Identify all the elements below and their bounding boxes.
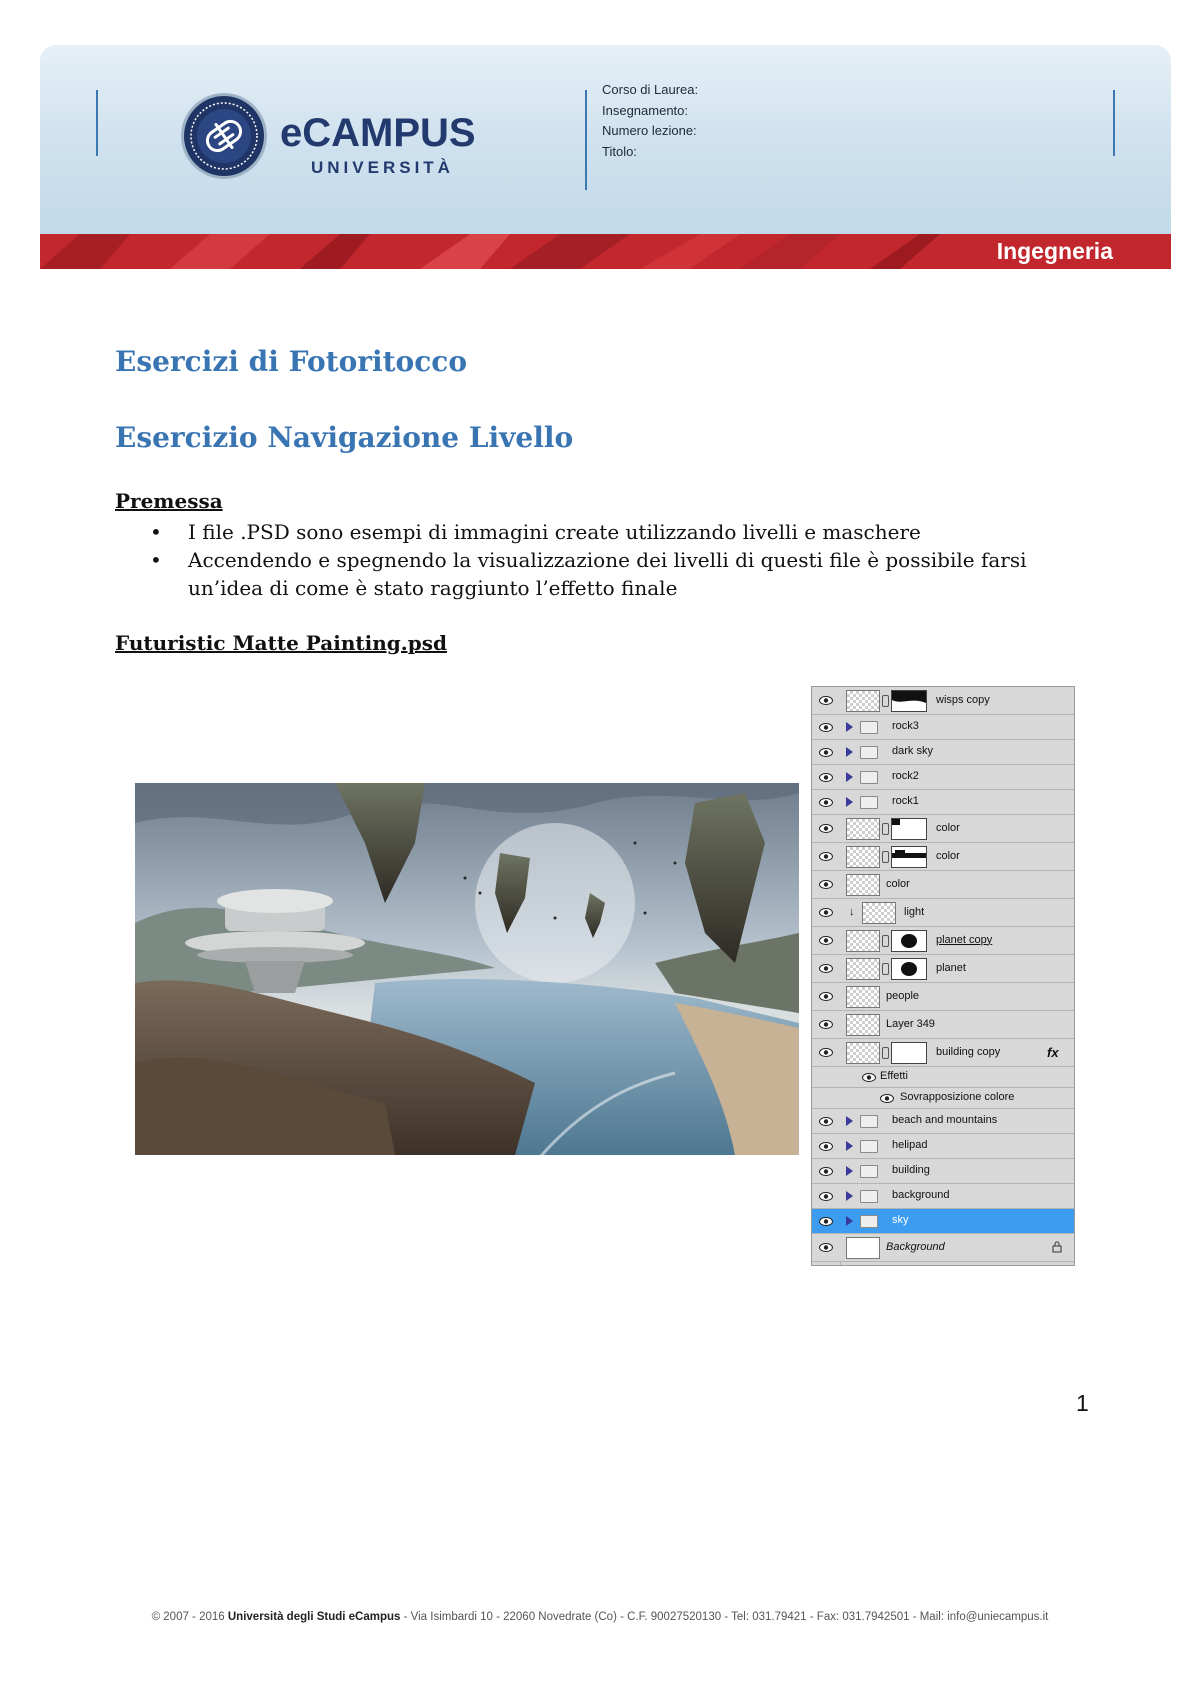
- layer-row[interactable]: [812, 927, 1074, 955]
- layer-name: rock3: [892, 720, 919, 732]
- expand-triangle-icon[interactable]: [846, 747, 853, 757]
- header-divider-middle: [585, 90, 587, 190]
- brand-subtitle: UNIVERSITÀ: [311, 158, 454, 177]
- file-heading: Futuristic Matte Painting.psd: [115, 631, 447, 655]
- layer-mask-thumbnail: [891, 958, 927, 980]
- expand-triangle-icon[interactable]: [846, 1141, 853, 1151]
- layer-row[interactable]: [812, 1088, 1074, 1109]
- layer-thumbnail: [846, 958, 880, 980]
- list-item-text: Accendendo e spegnendo la visualizzazione dei livelli di questi file è possibile farsi un’idea di come è stato raggiunto l’effetto finale: [188, 548, 1027, 600]
- layer-row[interactable]: [812, 983, 1074, 1011]
- expand-triangle-icon[interactable]: [846, 1116, 853, 1126]
- photoshop-layers-panel: [811, 686, 1075, 1266]
- layer-row[interactable]: [812, 1134, 1074, 1159]
- layer-thumbnail: [846, 690, 880, 712]
- eye-visibility-icon[interactable]: [819, 1243, 833, 1252]
- layer-name: Effetti: [880, 1070, 908, 1082]
- layer-thumbnail: [846, 1042, 880, 1064]
- layer-row[interactable]: [812, 871, 1074, 899]
- folder-icon: [860, 1165, 878, 1178]
- eye-visibility-icon[interactable]: [819, 936, 833, 945]
- bullet-icon: •: [150, 520, 162, 544]
- page-number: 1: [1076, 1390, 1089, 1416]
- layer-thumbnail: [846, 818, 880, 840]
- layer-name: rock1: [892, 795, 919, 807]
- eye-visibility-icon[interactable]: [819, 1142, 833, 1151]
- link-chain-icon: [882, 935, 889, 947]
- faculty-label: Ingegneria: [996, 238, 1113, 264]
- expand-triangle-icon[interactable]: [846, 1166, 853, 1176]
- layer-name: Sovrapposizione colore: [900, 1091, 1015, 1103]
- document-header: [40, 45, 1171, 269]
- layer-name: rock2: [892, 770, 919, 782]
- eye-visibility-icon[interactable]: [819, 1217, 833, 1226]
- exercise-title: Esercizio Navigazione Livello: [115, 421, 574, 454]
- lesson-label: Numero lezione:: [602, 123, 697, 138]
- layer-name: building copy: [936, 1045, 1001, 1058]
- layer-mask-thumbnail: [891, 1042, 927, 1064]
- layer-row[interactable]: [812, 1109, 1074, 1134]
- eye-visibility-icon[interactable]: [819, 964, 833, 973]
- effect-eye-icon[interactable]: [880, 1094, 894, 1103]
- course-meta: [602, 80, 698, 162]
- expand-triangle-icon[interactable]: [846, 1216, 853, 1226]
- layer-row[interactable]: [812, 1011, 1074, 1039]
- footer-details: - Via Isimbardi 10 - 22060 Novedrate (Co) - C.F. 90027520130 - Tel: 031.79421 - Fax: 031.7942501 - Mail: info@uniecampus.it: [400, 1611, 1049, 1623]
- eye-visibility-icon[interactable]: [819, 852, 833, 861]
- premise-list: [150, 518, 1050, 602]
- eye-visibility-icon[interactable]: [819, 1192, 833, 1201]
- layer-row[interactable]: [812, 790, 1074, 815]
- layer-row[interactable]: [812, 843, 1074, 871]
- title-label: Titolo:: [602, 143, 637, 159]
- bullet-icon: •: [150, 548, 162, 572]
- ecampus-seal-icon: [180, 92, 268, 180]
- layer-row[interactable]: [812, 740, 1074, 765]
- expand-triangle-icon[interactable]: [846, 772, 853, 782]
- list-item-text: I file .PSD sono esempi di immagini create utilizzando livelli e maschere: [188, 520, 921, 544]
- layer-thumbnail: [846, 1237, 880, 1259]
- folder-icon: [860, 1140, 878, 1153]
- layer-thumbnail: [846, 986, 880, 1008]
- folder-icon: [860, 1215, 878, 1228]
- layer-name: Background: [886, 1240, 945, 1253]
- fx-effects-icon[interactable]: fx: [1047, 1044, 1059, 1060]
- footer-years: © 2007 - 2016: [151, 1611, 225, 1623]
- eye-visibility-icon[interactable]: [819, 773, 833, 782]
- layer-name: beach and mountains: [892, 1114, 998, 1126]
- eye-visibility-icon[interactable]: [819, 992, 833, 1001]
- layer-name: Layer 349: [886, 1017, 935, 1030]
- list-item: [150, 518, 1050, 546]
- eye-visibility-icon[interactable]: [819, 748, 833, 757]
- page-title: Esercizi di Fotoritocco: [115, 345, 468, 378]
- layer-thumbnail: [846, 846, 880, 868]
- layer-row[interactable]: [812, 815, 1074, 843]
- eye-visibility-icon[interactable]: [819, 696, 833, 705]
- eye-visibility-icon[interactable]: [819, 1048, 833, 1057]
- layer-name: building: [892, 1164, 930, 1176]
- header-divider-left: [96, 90, 98, 156]
- subject-label: Insegnamento:: [602, 102, 689, 118]
- link-chain-icon: [882, 963, 889, 975]
- list-item: [150, 546, 1050, 602]
- layer-name: background: [892, 1189, 950, 1201]
- course-label: Corso di Laurea:: [602, 82, 699, 97]
- layer-thumbnail: [846, 930, 880, 952]
- expand-triangle-icon[interactable]: [846, 722, 853, 732]
- layer-row[interactable]: [812, 955, 1074, 983]
- eye-visibility-icon[interactable]: [819, 1167, 833, 1176]
- layer-row[interactable]: [812, 1209, 1074, 1234]
- layer-thumbnail: [846, 874, 880, 896]
- link-chain-icon: [882, 851, 889, 863]
- layer-row[interactable]: [812, 1067, 1074, 1088]
- layer-name: sky: [892, 1214, 909, 1226]
- folder-icon: [860, 796, 878, 809]
- layer-row[interactable]: [812, 715, 1074, 740]
- header-divider-right: [1113, 90, 1115, 156]
- layer-thumbnail: [862, 902, 896, 924]
- footer-org: Università degli Studi eCampus: [227, 1611, 401, 1623]
- layer-row[interactable]: [812, 765, 1074, 790]
- link-chain-icon: [882, 823, 889, 835]
- eye-visibility-icon[interactable]: [819, 880, 833, 889]
- layer-row[interactable]: [812, 1234, 1074, 1262]
- layer-name: color: [936, 849, 960, 862]
- eye-visibility-icon[interactable]: [819, 798, 833, 807]
- premise-heading: Premessa: [115, 489, 223, 513]
- layer-name: planet copy: [936, 933, 993, 946]
- eye-visibility-icon[interactable]: [819, 908, 833, 917]
- layer-name: color: [936, 821, 960, 834]
- link-chain-icon: [882, 1047, 889, 1059]
- folder-icon: [860, 771, 878, 784]
- layer-row[interactable]: [812, 1184, 1074, 1209]
- link-chain-icon: [882, 695, 889, 707]
- eye-visibility-icon[interactable]: [819, 723, 833, 732]
- effect-eye-icon[interactable]: [862, 1073, 876, 1082]
- layer-name: helipad: [892, 1139, 928, 1151]
- layer-mask-thumbnail: [891, 818, 927, 840]
- layer-name: planet: [936, 961, 966, 974]
- layer-mask-thumbnail: [891, 690, 927, 712]
- layer-mask-thumbnail: [891, 846, 927, 868]
- layer-name: light: [904, 905, 925, 918]
- expand-triangle-icon[interactable]: [846, 797, 853, 807]
- brand-name: eCAMPUS: [280, 111, 476, 155]
- folder-icon: [860, 1190, 878, 1203]
- matte-painting-image: [135, 783, 799, 1155]
- lock-icon: [1052, 1241, 1062, 1256]
- layer-name: dark sky: [892, 745, 933, 757]
- folder-icon: [860, 721, 878, 734]
- layer-thumbnail: [846, 1014, 880, 1036]
- clip-arrow-icon: ↓: [849, 905, 855, 918]
- eye-visibility-icon[interactable]: [819, 1117, 833, 1126]
- layer-name: color: [886, 877, 910, 890]
- layer-name: wisps copy: [936, 693, 990, 706]
- layer-row[interactable]: [812, 899, 1074, 927]
- folder-icon: [860, 1115, 878, 1128]
- layer-row[interactable]: [812, 687, 1074, 715]
- page-footer: [0, 1611, 1200, 1623]
- eye-visibility-icon[interactable]: [819, 824, 833, 833]
- layer-row[interactable]: [812, 1039, 1074, 1067]
- expand-triangle-icon[interactable]: [846, 1191, 853, 1201]
- layer-mask-thumbnail: [891, 930, 927, 952]
- layer-name: people: [886, 989, 920, 1002]
- layer-row[interactable]: [812, 1159, 1074, 1184]
- eye-visibility-icon[interactable]: [819, 1020, 833, 1029]
- folder-icon: [860, 746, 878, 759]
